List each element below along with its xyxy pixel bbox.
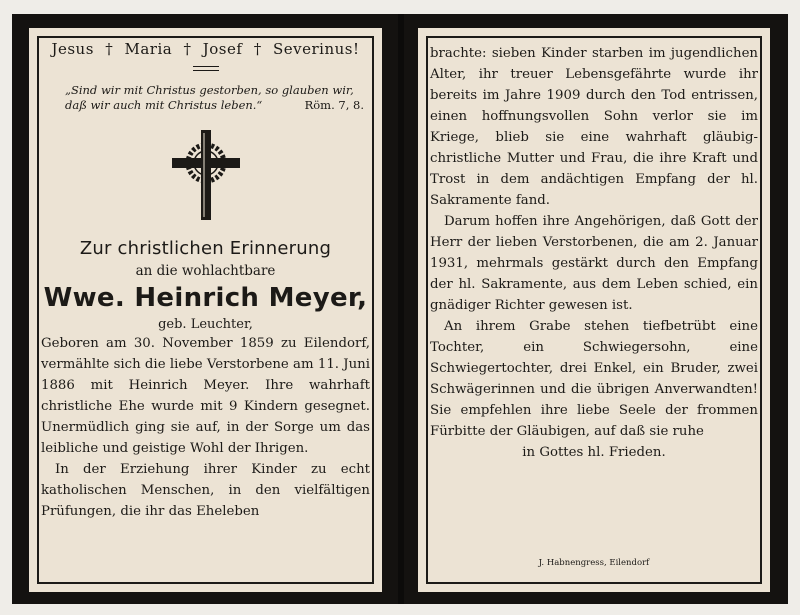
cross-wreath-icon [170, 128, 242, 224]
header-word-severinus: Severinus! [273, 40, 360, 58]
dagger-icon: † [105, 40, 114, 58]
left-page [29, 28, 382, 592]
title-remembrance: Zur christlichen Erinnerung [79, 238, 332, 259]
header-word-josef: Josef [202, 40, 243, 58]
left-card [12, 14, 398, 604]
double-rule-divider [193, 66, 219, 71]
left-paragraph-1: Geboren am 30. November 1859 zu Eilendorf, vermählte sich die liebe Verstorbene am 11. Juni 1886 mit Heinrich Meyer. Ihre wahrhaft christliche Ehe wurde mit 9 Kindern gesegnet. Unermüdlich ging sie auf, in der Sorge um das leibliche und geistige Wohl der Ihrigen. [41, 336, 370, 456]
closing-line: in Gottes hl. Frieden. [522, 445, 666, 460]
deceased-name: Wwe. Heinrich Meyer, [43, 283, 368, 313]
right-page [418, 28, 770, 592]
dagger-icon: † [253, 40, 262, 58]
printer-credit: J. Habnengress, Eilendorf [538, 558, 650, 568]
title-honorable: an die wohlachtbare [135, 263, 276, 279]
quote-text: „Sind wir mit Christus gestorben, so glauben wir, daß wir auch mit Christus leben.“ [65, 83, 354, 112]
birth-name: geb. Leuchter, [158, 317, 253, 332]
right-body-text [430, 43, 758, 463]
header-invocation [41, 40, 370, 58]
right-paragraph-2: Darum hoffen ihre Angehörigen, daß Gott der Herr der lieben Verstorbenen, die am 2. Januar 1931, mehrmals gestärkt durch den Empfang der hl. Sakramente, aus dem Leben schied, ein gnädiger Richter gewesen ist. [430, 214, 758, 313]
quote-reference: Röm. 7, 8. [304, 98, 364, 112]
header-word-jesus: Jesus [51, 40, 94, 58]
left-body-text [41, 333, 370, 522]
right-paragraph-3: An ihrem Grabe stehen tiefbetrübt eine Tochter, ein Schwiegersohn, eine Schwiegertochter, drei Enkel, ein Bruder, zwei Schwägerinnen und die übrigen Anverwandten! Sie empfehlen ihre liebe Seele der frommen Fürbitte der Gläubigen, auf daß sie ruhe [430, 319, 758, 439]
right-paragraph-1: brachte: sieben Kinder starben im jugendlichen Alter, ihr treuer Lebensgefährte wurde ihr bereits im Jahre 1909 durch den Tod entrissen, einen hoffnungsvollen Sohn verlor sie im Kriege, blieb sie eine wahrhaft gläubig-christliche Mutter und Frau, die ihre Kraft und Trost in dem andächtigen Empfang der hl. Sakramente fand. [430, 46, 758, 208]
dagger-icon: † [183, 40, 192, 58]
header-word-maria: Maria [124, 40, 173, 58]
right-card [404, 14, 788, 604]
bible-quote [65, 83, 364, 113]
left-paragraph-2: In der Erziehung ihrer Kinder zu echt katholischen Menschen, in den vielfältigen Prüfungen, die ihr das Eheleben [41, 462, 370, 519]
